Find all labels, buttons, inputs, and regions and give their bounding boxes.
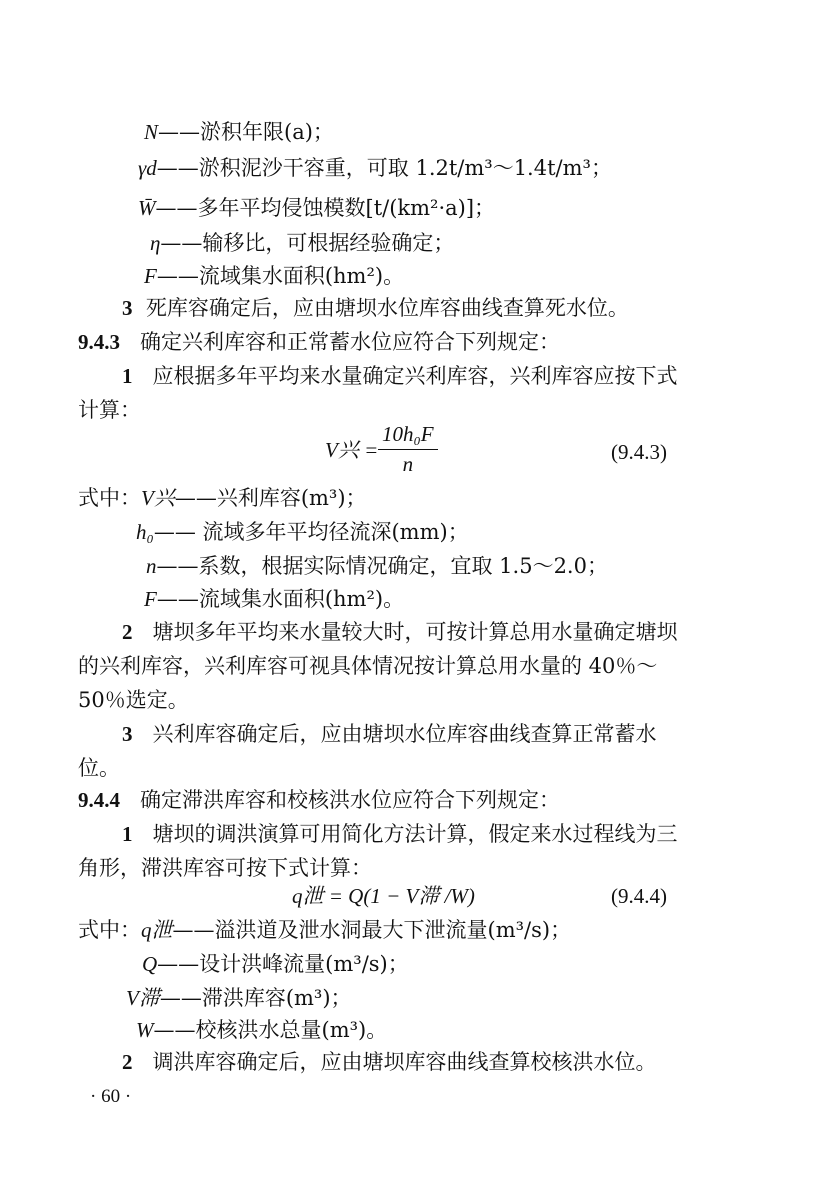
item-text: 塘坝的调洪演算可用简化方法计算，假定来水过程线为三 xyxy=(152,822,678,846)
item-text: 死库容确定后，应由塘坝水位库容曲线查算死水位。 xyxy=(145,296,629,320)
paragraph-943-1-line1 xyxy=(122,364,678,389)
section-text: 确定滞洪库容和校核洪水位应符合下列规定： xyxy=(140,788,561,812)
item-number: 1 xyxy=(122,364,133,388)
paragraph-943-2-line3: 50％选定。 xyxy=(78,688,189,712)
definition: ——淤积年限(a)； xyxy=(158,120,334,144)
equation-lhs: V兴 = xyxy=(325,438,379,462)
symbol: n xyxy=(146,554,157,578)
symbol: F xyxy=(144,264,157,288)
where-label: 式中： xyxy=(78,918,141,942)
symbol: η xyxy=(150,231,161,255)
symbol: Q xyxy=(142,952,158,976)
paragraph-943-2-line2: 的兴利库容，兴利库容可视具体情况按计算总用水量的 40％～ xyxy=(78,654,658,678)
definition: ——校核洪水总量(m³)。 xyxy=(153,1018,388,1042)
symbol: N xyxy=(144,120,159,144)
where-label: 式中： xyxy=(78,486,141,510)
def-f2 xyxy=(144,587,404,612)
symbol: h₀ xyxy=(136,520,154,544)
symbol: W̄ xyxy=(138,196,156,220)
definition: ——多年平均侵蚀模数[t/(km²·a)]； xyxy=(155,196,496,220)
item-text: 兴利库容确定后，应由塘坝水位库容曲线查算正常蓄水 xyxy=(152,722,657,746)
def-h0 xyxy=(136,520,469,545)
paragraph-943-3-line1 xyxy=(122,722,657,747)
definition: ——流域集水面积(hm²)。 xyxy=(156,587,405,611)
definition: —— 流域多年平均径流深(mm)； xyxy=(153,520,469,544)
section-number: 9.4.3 xyxy=(78,330,120,354)
symbol: V滞 xyxy=(126,986,160,1010)
definition: ——兴利库容(m³)； xyxy=(174,486,367,510)
equation-9-4-4: q泄 = Q(1 − V滞 /W) xyxy=(292,884,475,908)
def-n xyxy=(144,120,334,145)
paragraph-943-2-line1 xyxy=(122,620,678,645)
fraction-numerator: 10h₀F xyxy=(378,422,438,450)
def-gamma xyxy=(138,156,612,181)
item-number: 3 xyxy=(122,296,133,320)
def-v-zhi xyxy=(126,986,352,1011)
def-n-coef xyxy=(146,554,608,579)
def-f xyxy=(144,264,404,289)
def-q xyxy=(142,952,409,977)
page-number: · 60 · xyxy=(90,1086,132,1107)
paragraph-dead-storage xyxy=(122,296,629,321)
item-number: 3 xyxy=(122,722,133,746)
def-v-xing xyxy=(78,486,367,511)
paragraph-944-1-line2: 角形，滞洪库容可按下式计算： xyxy=(78,856,372,880)
definition: ——滞洪库容(m³)； xyxy=(159,986,352,1010)
definition: ——输移比，可根据经验确定； xyxy=(160,231,455,255)
section-9-4-3 xyxy=(78,330,560,355)
paragraph-944-2 xyxy=(122,1050,657,1075)
def-w-total xyxy=(136,1018,387,1043)
def-w xyxy=(138,196,495,221)
definition: ——流域集水面积(hm²)。 xyxy=(156,264,405,288)
equation-fraction xyxy=(378,422,438,477)
item-text: 应根据多年平均来水量确定兴利库容，兴利库容应按下式 xyxy=(152,364,678,388)
item-number: 1 xyxy=(122,822,133,846)
equation-number: (9.4.3) xyxy=(611,440,667,464)
definition: ——淤积泥沙干容重，可取 1.2t/m³～1.4t/m³； xyxy=(156,156,612,180)
section-number: 9.4.4 xyxy=(78,788,120,812)
paragraph-944-1-line1 xyxy=(122,822,678,847)
item-number: 2 xyxy=(122,620,133,644)
equation-number-944: (9.4.4) xyxy=(611,884,667,908)
item-text: 塘坝多年平均来水量较大时，可按计算总用水量确定塘坝 xyxy=(152,620,678,644)
symbol: V兴 xyxy=(141,486,175,510)
paragraph-943-3-line2: 位。 xyxy=(78,756,120,780)
fraction-denominator: n xyxy=(402,452,414,476)
symbol: F xyxy=(144,587,157,611)
item-text: 调洪库容确定后，应由塘坝库容曲线查算校核洪水位。 xyxy=(152,1050,657,1074)
paragraph-943-1-line2: 计算： xyxy=(78,398,141,422)
section-9-4-4 xyxy=(78,788,560,813)
def-q-xie xyxy=(78,918,571,943)
definition: ——系数，根据实际情况确定，宜取 1.5～2.0； xyxy=(156,554,608,578)
def-eta xyxy=(150,231,454,256)
symbol: W xyxy=(136,1018,154,1042)
definition: ——设计洪峰流量(m³/s)； xyxy=(157,952,409,976)
section-text: 确定兴利库容和正常蓄水位应符合下列规定： xyxy=(140,330,561,354)
symbol: γd xyxy=(138,156,157,180)
item-number: 2 xyxy=(122,1050,133,1074)
definition: ——溢洪道及泄水洞最大下泄流量(m³/s)； xyxy=(172,918,572,942)
symbol: q泄 xyxy=(141,918,173,942)
